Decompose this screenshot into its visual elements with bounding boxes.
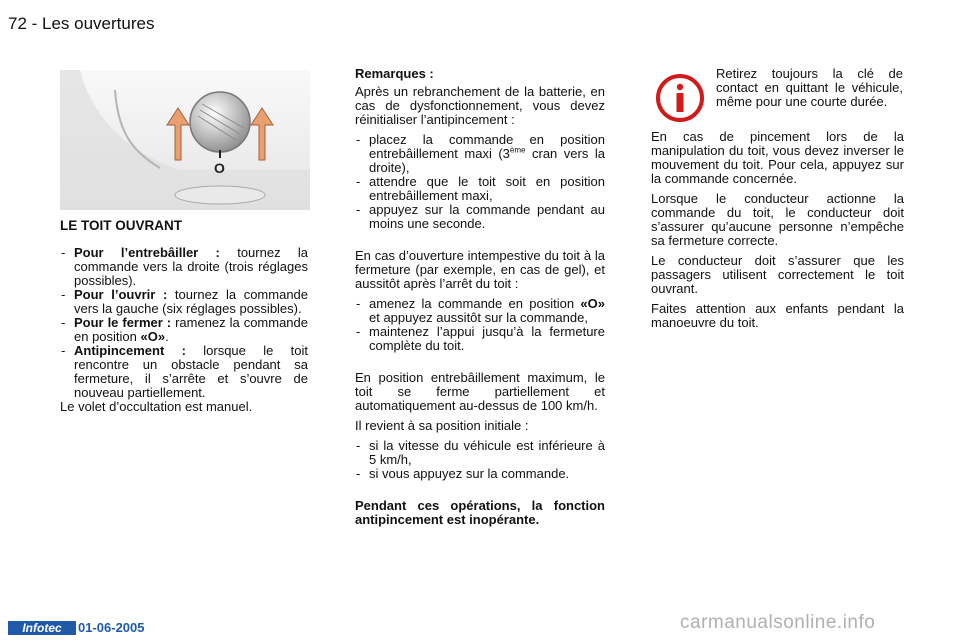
infotec-logo: Infotec xyxy=(8,621,76,635)
list-item: - attendre que le toit soit en position entrebâillement maxi, xyxy=(355,175,605,203)
list-item: - si vous appuyez sur la commande. xyxy=(355,467,605,481)
watermark: carmanualsonline.info xyxy=(680,612,876,633)
section-title: LE TOIT OUVRANT xyxy=(60,218,183,233)
footer-date: 01-06-2005 xyxy=(78,620,145,635)
list-item: - maintenez l’appui jusqu’à la fermeture complète du toit. xyxy=(355,325,605,353)
conditions-list xyxy=(355,439,605,481)
position-o-label: O xyxy=(214,160,225,176)
column-toit-ouvrant xyxy=(60,219,308,420)
paragraph: Le conducteur doit s’assurer que les passagers utilisent correctement le toit ouvrant. xyxy=(651,253,904,296)
page-title: 72 - Les ouvertures xyxy=(8,14,155,33)
warning-text: Pendant ces opérations, la fonction antipincement est inopérante. xyxy=(355,498,605,527)
paragraph: Lorsque le conducteur actionne la commande du toit, le conducteur doit s’assurer qu’aucune personne n’empêche sa fermeture correcte. xyxy=(651,191,904,248)
list-item: - Pour l’entrebâiller : tournez la commande vers la droite (trois réglages possibles). xyxy=(60,246,308,288)
roof-control-illustration xyxy=(60,70,310,210)
list-item: - placez la commande en position entrebâillement maxi (3ème cran vers la droite), xyxy=(355,133,605,175)
freeze-steps-list xyxy=(355,297,605,353)
column-safety xyxy=(651,130,904,336)
paragraph: Faites attention aux enfants pendant la manoeuvre du toit. xyxy=(651,301,904,330)
paragraph: Il revient à sa position initiale : xyxy=(355,418,529,433)
note-text: Le volet d’occultation est manuel. xyxy=(60,399,253,414)
instructions-list xyxy=(60,246,308,400)
list-item: - Antipincement : lorsque le toit rencontre un obstacle pendant sa fermeture, il s’arrête et s’ouvre de nouveau partiellement. xyxy=(60,344,308,400)
list-item: - Pour l’ouvrir : tournez la commande vers la gauche (six réglages possibles). xyxy=(60,288,308,316)
key-warning: Retirez toujours la clé de contact en quittant le véhicule, même pour une courte durée. xyxy=(716,66,903,109)
list-item: - Pour le fermer : ramenez la commande en position «O». xyxy=(60,316,308,344)
paragraph: En cas de pincement lors de la manipulation du toit, vous devez inverser le mouvement du toit. Pour cela, appuyez sur la commande concernée. xyxy=(651,129,904,186)
paragraph: En position entrebâillement maximum, le toit se ferme partiellement et automatiquement au-dessus de 100 km/h. xyxy=(355,370,605,413)
reset-steps-list xyxy=(355,133,605,231)
remarks-heading: Remarques : xyxy=(355,66,434,81)
column-remarques xyxy=(355,67,605,533)
list-item: - amenez la commande en position «O» et appuyez aussitôt sur la commande, xyxy=(355,297,605,325)
paragraph: En cas d’ouverture intempestive du toit à la fermeture (par exemple, en cas de gel), et aussitôt après l’arrêt du toit : xyxy=(355,248,605,291)
paragraph: Après un rebranchement de la batterie, en cas de dysfonctionnement, vous devez réinitialiser l’antipincement : xyxy=(355,84,605,127)
info-icon xyxy=(655,73,705,123)
list-item: - appuyez sur la commande pendant au moins une seconde. xyxy=(355,203,605,231)
list-item: - si la vitesse du véhicule est inférieure à 5 km/h, xyxy=(355,439,605,467)
